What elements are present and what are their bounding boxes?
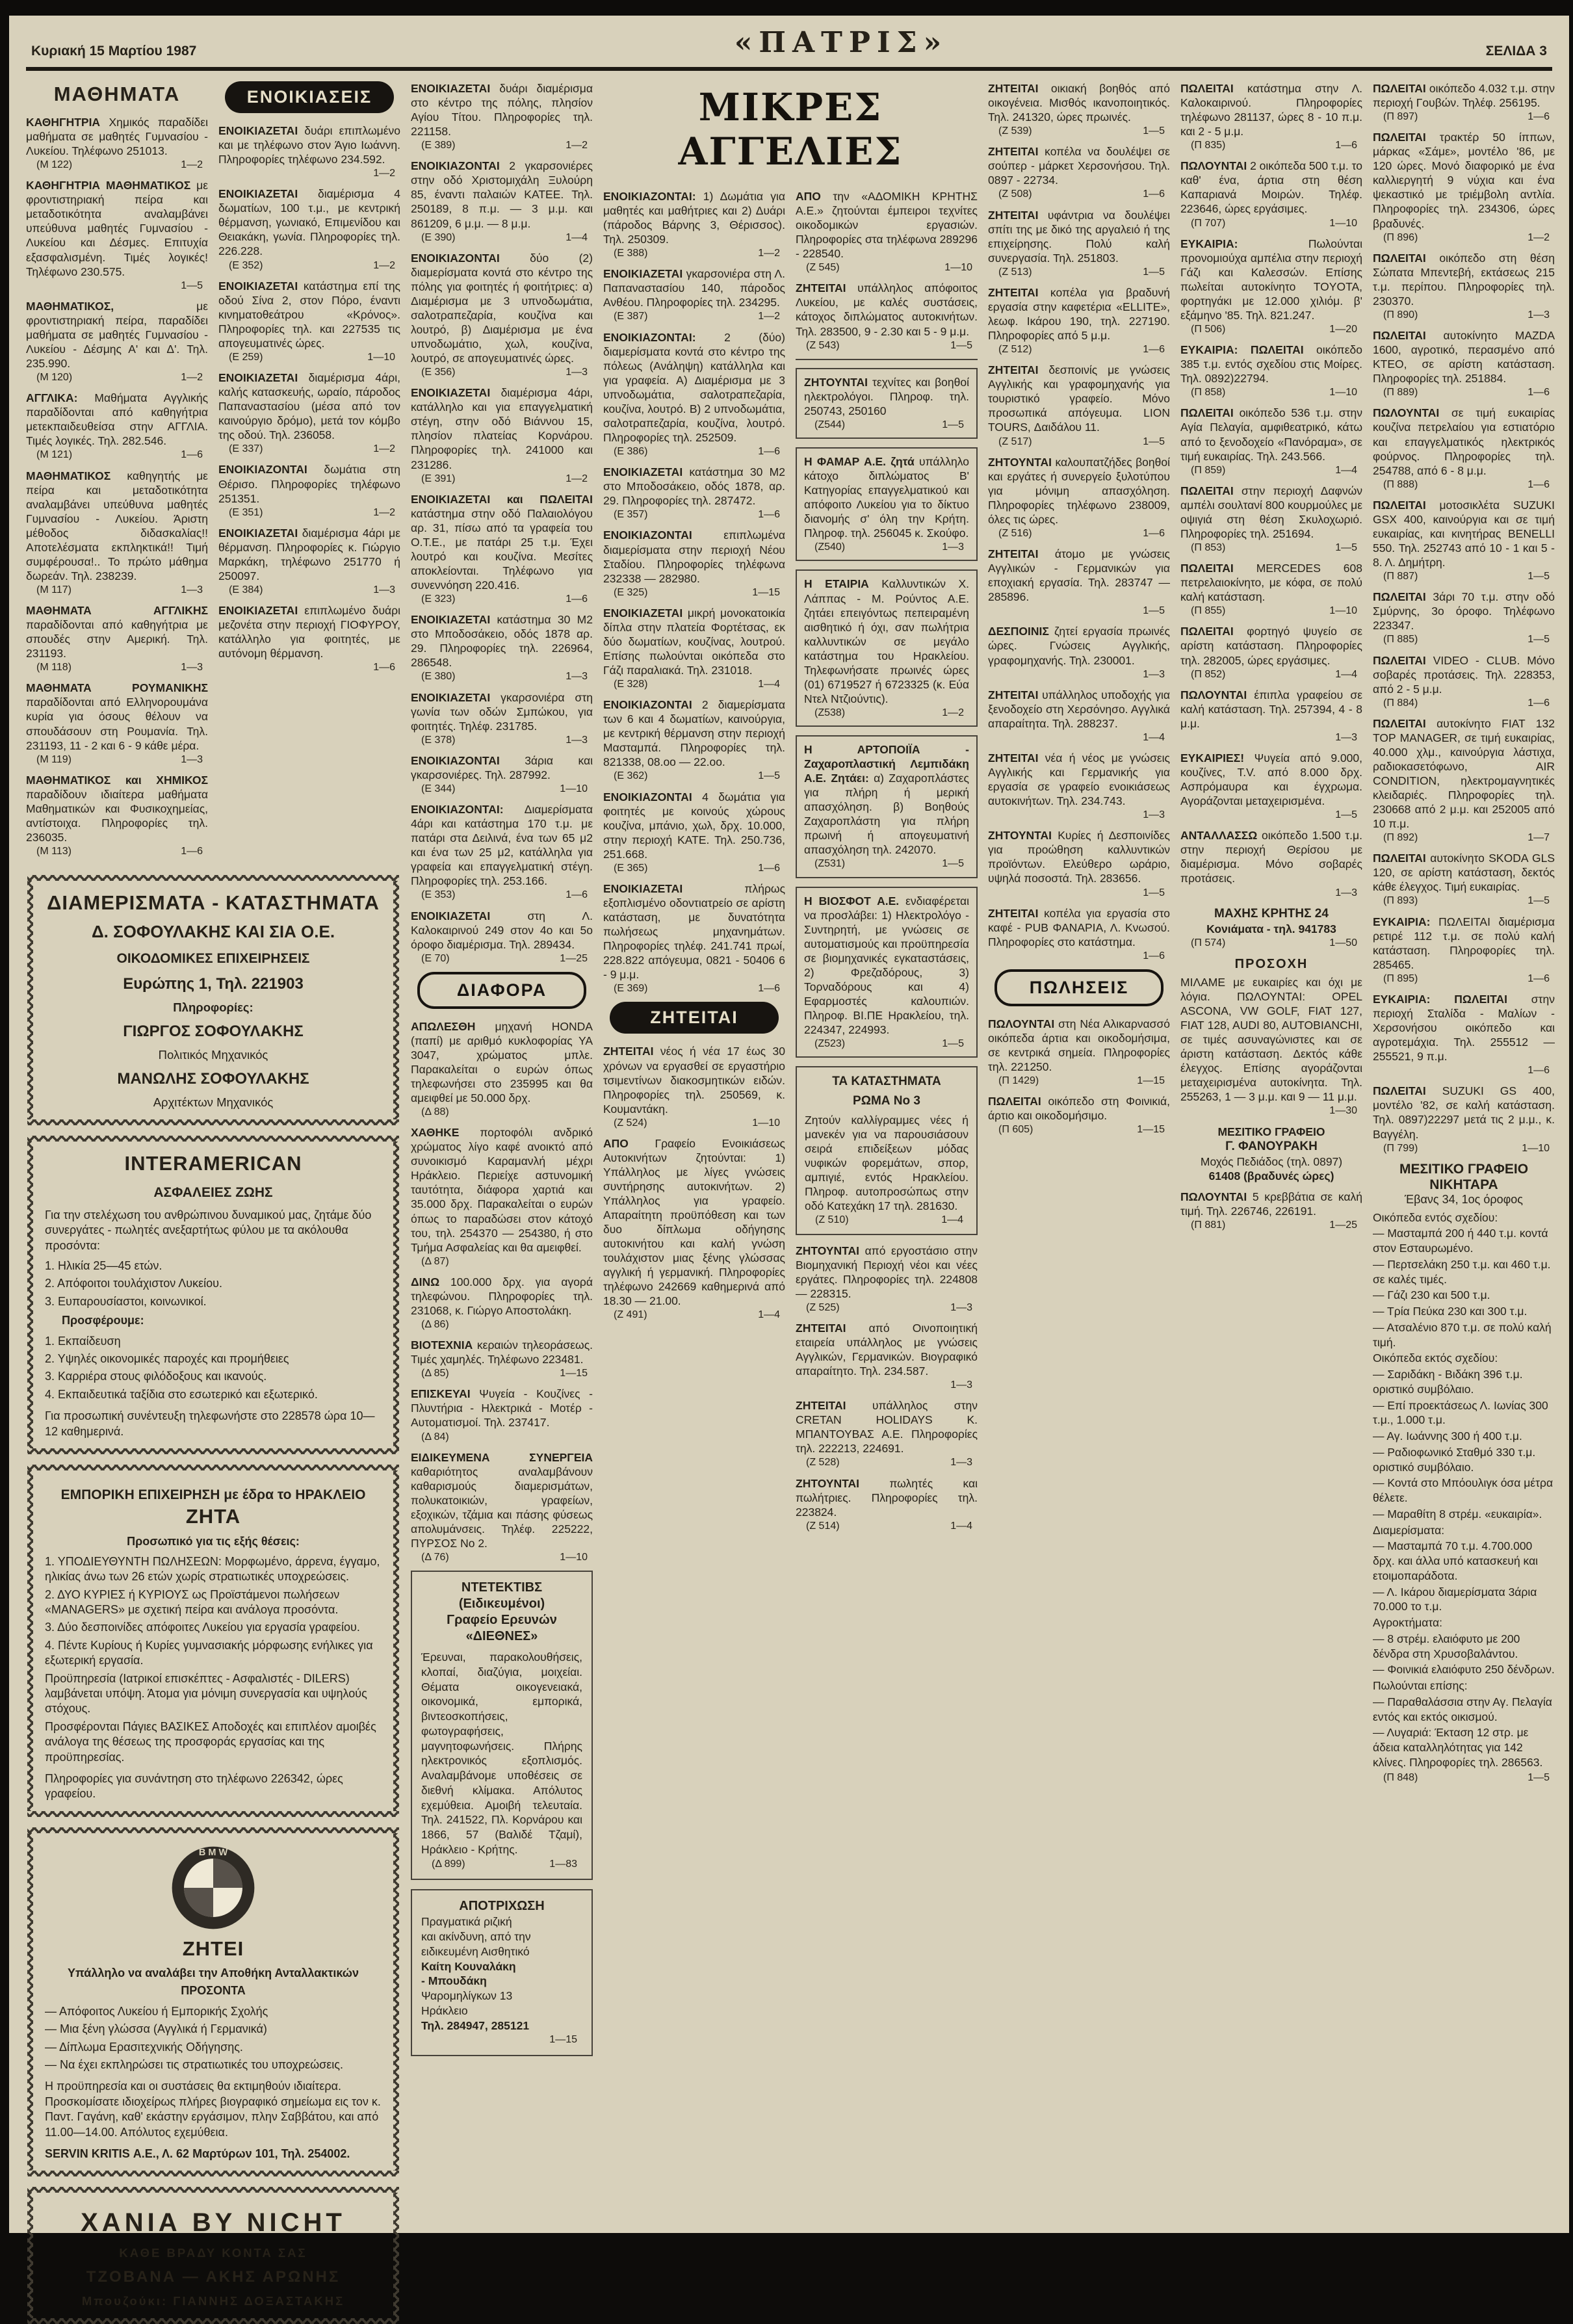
classified-ad: ΚΑΘΗΓΗΤΡΙΑ ΜΑΘΗΜΑΤΙΚΟΣ με φροντιστηριακή πείρα και μεταδοτικότητα αναλαμβάνει υπεύθυνα μαθητές Γυμνασίου - Λυκείου και Δέσμες. Επιτυχία εξασφαλισμένη. Τιμές λογικές! Τηλέφωνο 230.575. 1—5 — [26, 178, 208, 292]
ad-ref: (Μ 120) — [36, 372, 73, 384]
classified-ad: ΕΝΟΙΚΙΑΖΟΝΤΑΙ 2 γκαρσονιέρες στην οδό Χριστομιχάλη Ξυλούρη 85, έναντι παλαιών ΚΑΤΕΕ. Τηλ. 250189, 8 π.μ. — 3 μ.μ. και 861209, 6 μ.μ. — 8 μ.μ. (Ε 390) 1—4 — [411, 159, 593, 243]
classified-ad: ΕΥΚΑΙΡΙΑ: ΠΩΛΕΙΤΑΙ οικόπεδο 385 τ.μ. εντός σχεδίου στις Μοίρες. Τηλ. 0892)22794. (Π 858) 1—10 — [1180, 343, 1362, 398]
ad-run: 1—6 — [181, 449, 203, 461]
ad-ref: (Μ 117) — [36, 584, 72, 595]
page-header — [26, 20, 1552, 71]
classified-ad: ΠΩΛΕΙΤΑΙ οικόπεδο στη θέση Σώπατα Μπεντεβή, εκτάσεως 215 τ.μ. περίπου. Πληροφορίες τηλ. 230370. (Π 890) 1—3 — [1373, 251, 1555, 320]
column3-ads — [411, 81, 593, 965]
classified-ad: ΠΩΛΕΙΤΑΙ 3άρι 70 τ.μ. στην οδό Σμύρνης, 3ο όροφο. Τηλέφωνο 223347. (Π 885) 1—5 — [1373, 590, 1555, 646]
classified-ad: ΖΗΤΕΙΤΑΙ υπάλληλος υποδοχής για ξενοδοχείο στη Χερσόνησο. Αγγλικά απαραίτητα. Τηλ. 288237. 1—4 — [988, 688, 1170, 743]
diafora-ads — [411, 1019, 593, 1564]
classified-ad: ΕΝΟΙΚΙΑΖΕΤΑΙ γκαρσονιέρα στη γωνία των οδών Σμπώκου, για φοιτητές. Τηλέφ. 231785. (Ε 378) 1—3 — [411, 690, 593, 746]
classified-ad: ΠΩΛΕΙΤΑΙ μοτοσικλέτα SUZUKI GSX 400, καινούργια και σε τιμή ευκαιρίας, και κινητήρας BENELLI 550. Τηλ. 252743 από 10 - 1 και 5 - 8. Λ. Δημήτρη. (Π 887) 1—5 — [1373, 498, 1555, 582]
classified-ad: ΒΙΟΤΕΧΝΙΑ κεραιών τηλεοράσεως. Τιμές χαμηλές. Τηλέφωνο 223481. (Δ 85) 1—15 — [411, 1338, 593, 1379]
classified-ad: ΖΗΤΕΙΤΑΙ υπάλληλος στην CRETAN HOLIDAYS Κ. ΜΠΑΝΤΟΥΒΑΣ Α.Ε. Πληροφορίες τηλ. 222213, 224691. (Ζ 528) 1—3 — [796, 1399, 978, 1469]
classified-ad: ΕΝΟΙΚΙΑΖΕΤΑΙ και ΠΩΛΕΙΤΑΙ κατάστημα στην οδό Παλαιολόγου αρ. 31, πίσω από τα γραφεία του Ο.Τ.Ε., με πατάρι 25 τ.μ. Έχει λουτρό και κουζίνα. Μεσίτες αποκλείονται. Τηλέφωνο για συνεννόηση 220.416. (Ε 323) 1—6 — [411, 492, 593, 605]
column7-ads — [1180, 81, 1362, 900]
zitetai-ads — [603, 1044, 785, 1322]
masthead: «ΠΑΤΡΙΣ» — [734, 26, 948, 59]
classified-ad: ΠΩΛΟΥΝΤΑΙ στη Νέα Αλικαρνασσό οικόπεδα άρτια και οικοδομήσιμα, σε κεντρικά σημεία. Πληροφορίες τηλ. 221250. (Π 1429) 1—15 — [988, 1017, 1170, 1087]
classified-ad: ΜΑΘΗΜΑΤΙΚΟΣ και ΧΗΜΙΚΟΣ παραδίδουν ιδιαίτερα μαθήματα Μαθηματικών και Φυσικοχημείας, αντίστοιχα. Πληροφορίες τηλ. 236035. (Μ 113) 1—6 — [26, 773, 208, 858]
column-3 — [411, 81, 593, 2065]
section-pill-zitetai: ΖΗΤΕΙΤΑΙ — [610, 1002, 779, 1034]
bmw-logo-icon — [170, 1845, 256, 1931]
column-mathimata — [26, 81, 208, 865]
classified-ad: ΠΩΛΕΙΤΑΙ οικόπεδο 536 τ.μ. στην Αγία Πελαγία, αμφιθεατρικό, κάτω από το ξενοδοχείο «Πανόραμα», σε τιμή ευκαιρίας. Τηλ. 243.566. (Π 859) 1—4 — [1180, 406, 1362, 476]
classified-ad: ΠΩΛΕΙΤΑΙ MERCEDES 608 πετρελαιοκίνητο, με κόφα, σε πολύ καλή κατάσταση. (Π 855) 1—10 — [1180, 562, 1362, 617]
classified-ad: ΖΗΤΕΙΤΑΙ κοπέλα για βραδυνή εργασία στην καφετέρια «ELLITE», λεωφ. Ικάρου 190, τηλ. 227190. Πληροφορίες από 5 μ.μ. (Ζ 512) 1—6 — [988, 285, 1170, 356]
classified-ad: ΕΝΟΙΚΙΑΖΕΤΑΙ διαμέρισμα 4άρι με θέρμανση. Πληροφορίες κ. Γιώργιο Μαρκάκη, τηλέφωνο 251770 ή 250097. (Ε 384) 1—3 — [218, 526, 400, 595]
ad-maxis-kritis: ΜΑΧΗΣ ΚΡΗΤΗΣ 24 Κονιάματα - τηλ. 941783 (Π 574) 1—50 — [1191, 906, 1357, 948]
box-title: ΔΙΑΜΕΡΙΣΜΑΤΑ - ΚΑΤΑΣΤΗΜΑΤΑ — [47, 891, 380, 915]
ad-run: 1—3 — [181, 662, 203, 673]
classified-ad: ΜΑΘΗΜΑΤΑ ΑΓΓΛΙΚΗΣ παραδίδονται από καθηγήτρια με σπουδές στην Αμερική. Τηλ. 231193. (Μ 118) 1—3 — [26, 603, 208, 674]
ad-box-emporiki-epixeirisi: ΕΜΠΟΡΙΚΗ ΕΠΙΧΕΙΡΗΣΗ με έδρα το ΗΡΑΚΛΕΙΟ ΖΗΤΑ Προσωπικό για τις εξής θέσεις: 1. ΥΠΟΔΙΕΥΘΥΝΤΗ ΠΩΛΗΣΕΩΝ: Μορφωμένο, άρρενα, έγγαμο, ηλικίας άνω των 26 ετών χωρίς στρατιωτικές υποχρεώσεις. 2. ΔΥΟ ΚΥΡΙΕΣ ή ΚΥΡΙΟΥΣ ως Προϊστάμενοι πωλήσεων «MANAGERS» με σχετική πείρα και ανάλογα προσόντα. 3. Δύο δεσποινίδες απόφοιτες Λυκείου για εργασία γραφείου. 4. Πέντε Κυρίους ή Κυρίες γυμνασιακής μόρφωσης ενήλικες για εξωτερική εργασία. Προϋπηρεσία (Ιατρικοί επισκέπτες - Ασφαλιστές - DILERS) λαμβάνεται υπόψη. Άτομα για μόνιμη συνεργασία και υψηλούς στόχους. Προσφέρονται Πάγιες ΒΑΣΙΚΕΣ Αποδοχές και επιπλέον αμοιβές ανάλογα της θέσεως της προσφοράς εργασίας και της προϋπηρεσίας. Πληροφορίες για συνάντηση στο τηλέφωνο 226342, ώρες γραφείου. — [27, 1465, 399, 1817]
section-pill-enoikiaseis: ΕΝΟΙΚΙΑΣΕΙΣ — [225, 81, 394, 113]
columns — [26, 81, 1555, 2324]
classified-ad: ΕΝΟΙΚΙΑΖΕΤΑΙ κατάστημα επί της οδού Σίνα 2, στον Πόρο, έναντι κινηματοθεάτρου «Κρόνος». Πληροφορίες τηλ. και 227535 τις απογευματινές ώρες. (Ε 259) 1—10 — [218, 279, 400, 363]
classified-ad: ΖΗΤΟΥΝΤΑΙ Κυρίες ή Δεσποινίδες για προώθηση καλλυντικών προϊόντων. Ελεύθερο ωράριο, υψηλά ποσοστά. Τηλ. 283656. 1—5 — [988, 829, 1170, 898]
classified-ad: ΕΝΟΙΚΙΑΖΕΤΑΙ γκαρσονιέρα στη Λ. Παπαναστασίου 140, πάροδος Ανθέου. Πληροφορίες τηλ. 234295. (Ε 387) 1—2 — [603, 267, 785, 322]
classified-ad: ΕΝΟΙΚΙΑΖΟΝΤΑΙ 4 δωμάτια για φοιτητές με κοινούς χώρους κουζίνα, μπάνιο, χωλ, δρχ. 10.000, στην περιοχή ΚΑΤΕ. Τηλ. 250.736, 251.668. (Ε 365) 1—6 — [603, 790, 785, 874]
classified-ad: ΕΝΟΙΚΙΑΖΟΝΤΑΙ 2 διαμερίσματα των 6 και 4 δωματίων, καινούργια, με κεντρική θέρμανση στην περιοχή Μασταμπά. Πληροφορίες τηλ. 821338, 08.οο — 22.οο. (Ε 362) 1—5 — [603, 698, 785, 782]
column-group-4-5 — [603, 81, 978, 1539]
ad-box-detectives: ΝΤΕΤΕΚΤΙΒΣ (Ειδικευμένοι) Γραφείο Ερευνών «ΔΙΕΘΝΕΣ» Έρευναι, παρακολουθήσεις, κλοπαί, διαζύγια, μοιχείαι. Θέματα οικογενειακά, οικονομικά, εμπορικά, βιντεοσκοπήσεις, φωτογραφήσεις, μαγνητοφωνήσεις. Πλήρης ηλεκτρονικός εξοπλισμός. Αναλαμβάνομε υποθέσεις σε διεθνή κλίμακα. Απόλυτος εχεμύθεια. Αμοιβή τελευταία. Τηλ. 241522, Πλ. Κορνάρου και 1866, 57 (Βαλιδέ Τζαμί), Ηράκλειο - Κρήτης. (Δ 899) 1—83 — [411, 1571, 593, 1880]
column5-ads — [796, 189, 978, 352]
ad-mesitiko-nikitara: ΜΕΣΙΤΙΚΟ ΓΡΑΦΕΙΟ ΝΙΚΗΤΑΡΑ Έβανς 34, 1ος όροφος Οικόπεδα εντός σχεδίου: — Μασταμπά 200 ή 440 τ.μ. κοντά στον Εσταυρωμένο. — Περτσελάκη 250 τ.μ. και 460 τ.μ. σε καλές τιμές. — Γάζι 230 και 500 τ.μ. — Τρία Πεύκα 230 και 300 τ.μ. — Ατσαλένιο 870 τ.μ. σε πολύ καλή τιμή. Οικόπεδα εκτός σχεδίου: — Σαριδάκη - Βιδάκη 396 τ.μ. οριστικό συμβόλαιο. — Επί προεκτάσεως Λ. Ιωνίας 300 τ.μ., 1.000 τ.μ. — Αγ. Ιωάννης 300 ή 400 τ.μ. — Ραδιοφωνικό Σταθμό 330 τ.μ. οριστικό συμβόλαιο. — Κοντά στο Μπόουλιγκ όσα μέτρα θέλετε. — Μαραθίτη 8 στρέμ. «ευκαιρία». Διαμερίσματα: — Μασταμπά 70 τ.μ. 4.700.000 δρχ. και άλλα υπό κατασκευή και ετοιμοπαράδοτα. — Λ. Ικάρου διαμερίσματα 3άρια 70.000 το τ.μ. Αγροκτήματα: — 8 στρέμ. ελαιόφυτο με 200 δένδρα στη Χρυσοβαλάντου. — Φοινικιά ελαιόφυτο 250 δένδρων. Πωλούνται επίσης: — Παραθαλάσσια στην Αγ. Πελαγία εντός και εκτός οικισμού. — Λυγαριά: Έκταση 12 στρ. με άδεια καταλληλότητας για 142 κλίνες. Πληροφορίες τηλ. 286563. (Π 848) 1—5 — [1373, 1161, 1555, 1783]
classified-ad: ΖΗΤΟΥΝΤΑΙ πωλητές και πωλήτριες. Πληροφορίες τηλ. 223824. (Ζ 514) 1—4 — [796, 1476, 978, 1532]
classified-ad: ΕΝΟΙΚΙΑΖΟΝΤΑΙ 3άρια και γκαρσονιέρες. Τηλ. 287992. (Ε 344) 1—10 — [411, 753, 593, 794]
listing-lines: Οικόπεδα εντός σχεδίου: — Μασταμπά 200 ή 440 τ.μ. κοντά στον Εσταυρωμένο. — Περτσελάκη 250 τ.μ. και 460 τ.μ. σε καλές τιμές. — Γάζι 230 και 500 τ.μ. — Τρία Πεύκα 230 και 300 τ.μ. — Ατσαλένιο 870 τ.μ. σε πολύ καλή τιμή. Οικόπεδα εκτός σχεδίου: — Σαριδάκη - Βιδάκη 396 τ.μ. οριστικό συμβόλαιο. — Επί προεκτάσεως Λ. Ιωνίας 300 τ.μ., 1.000 τ.μ. — Αγ. Ιωάννης 300 ή 400 τ.μ. — Ραδιοφωνικό Σταθμό 330 τ.μ. οριστικό συμβόλαιο. — Κοντά στο Μπόουλιγκ όσα μέτρα θέλετε. — Μαραθίτη 8 στρέμ. «ευκαιρία». Διαμερίσματα: — Μασταμπά 70 τ.μ. 4.700.000 δρχ. και άλλα υπό κατασκευή και ετοιμοπαράδοτα. — Λ. Ικάρου διαμερίσματα 3άρια 70.000 το τ.μ. Αγροκτήματα: — 8 στρέμ. ελαιόφυτο με 200 δένδρα στη Χρυσοβαλάντου. — Φοινικιά ελαιόφυτο 250 δένδρων. Πωλούνται επίσης: — Παραθαλάσσια στην Αγ. Πελαγία εντός και εκτός οικισμού. — Λυγαριά: Έκταση 12 στρ. με άδεια καταλληλότητας για 142 κλίνες. Πληροφορίες τηλ. 286563. — [1373, 1210, 1555, 1769]
ad-box-interamerican: INTERAMERICAN ΑΣΦΑΛΕΙΕΣ ΖΩΗΣ Για την στελέχωση του ανθρώπινου δυναμικού μας, ζητάμε δύο συνεργάτες - πωλητές ανεξαρτήτως φύλου με τα ακόλουθα προσόντα: 1. Ηλικία 25—45 ετών. 2. Απόφοιτοι τουλάχιστον Λυκείου. 3. Ευπαρουσίαστοι, κοινωνικοί. Προσφέρουμε: 1. Εκπαίδευση 2. Υψηλές οικονομικές παροχές και προμήθειες 3. Καρριέρα στους φιλόδοξους και ικανούς. 4. Εκπαιδευτικά ταξίδια στο εσωτερικό και εξωτερικό. Για προσωπική συνέντευξη τηλεφωνήστε στο 228578 ώρα 10—12 καθημερινά. — [27, 1136, 399, 1454]
ad-run: 1—6 — [181, 846, 203, 857]
classified-ad: ΑΠΩΛΕΣΘΗ μηχανή HONDA (παπί) με αριθμό κυκλοφορίας ΥΑ 3047, χρώματος μπλε. Παρακαλείται ο ευρών όπως τηλεφωνήσει στο 235995 και θα αμειφθεί με 50.000 δρχ. (Δ 88) — [411, 1019, 593, 1118]
ad-prosoxi-milame: ΠΡΟΣΟΧΗ ΜΙΛΑΜΕ με ευκαιρίες και όχι με λόγια. ΠΩΛΟΥΝΤΑΙ: OPEL ASCONA, VW GOLF, FIAT 127, FIAT 128, AUDI 80, AUTOBIANCHI, σε τιμές ασυναγώνιστες και σε άριστη κατάσταση. Δεκτός κάθε έλεγχος. Επίσης αγοράζονται μεταχειρισμένα αυτοκίνητα. Τηλ. 255263, 1 — 3 μ.μ. και 9 — 11 μ.μ. 1—30 — [1180, 956, 1362, 1117]
classified-ad: ΖΗΤΕΙΤΑΙ υφάντρια να δουλέψει σπίτι της με δικό της αργαλειό ή της επιχείρησης. Πολύ καλή συνεργασία. Τηλ. 251803. (Ζ 513) 1—5 — [988, 208, 1170, 278]
ad-ref: (Μ 118) — [36, 662, 72, 673]
classified-ad: ΕΝΟΙΚΙΑΖΕΤΑΙ δυάρι επιπλωμένο και με τηλέφωνο στον Άγιο Ιωάννη. Πληροφορίες τηλέφωνο 234.592. 1—2 — [218, 124, 400, 179]
classified-ad: ΕΠΙΣΚΕΥΑΙ Ψυγεία - Κουζίνες - Πλυντήρια - Ηλεκτρικά - Μοτέρ - Αυτοματισμοί. Τηλ. 237417. (Δ 84) — [411, 1387, 593, 1443]
classified-ad: ΖΗΤΕΙΤΑΙ άτομο με γνώσεις Αγγλικών - Γερμανικών για εποχιακή εργασία. Τηλ. 283747 — 285896. 1—5 — [988, 547, 1170, 617]
classified-ad: ΕΝΟΙΚΙΑΖΕΤΑΙ διαμέρισμα 4άρι, κατάλληλο και για επαγγελματική στέγη, στην οδό Βιάννου 15, πλησίον πλατείας Κορνάρου. Πληροφορίες τηλ. 241000 και 231286. (Ε 391) 1—2 — [411, 386, 593, 484]
classified-ad: ΕΝΟΙΚΙΑΖΕΤΑΙ επιπλωμένο δυάρι μεζονέτα στην περιοχή ΓΙΟΦΥΡΟΥ, κατάλληλο για φοιτητές, με αυτόνομη θέρμανση. 1—6 — [218, 604, 400, 673]
mathimata-ads — [26, 115, 208, 858]
classified-ad: ΖΗΤΟΥΝΤΑΙ τεχνίτες και βοηθοί ηλεκτρολόγοι. Πληροφ. τηλ. 250743, 250160 (Ζ544) 1—5 — [796, 368, 978, 439]
column5-tail-ads — [796, 1244, 978, 1533]
classified-ad: ΜΑΘΗΜΑΤΑ ΡΟΥΜΑΝΙΚΗΣ παραδίδονται από Ελληνορουμάνα κυρία για όσους θέλουν να σπουδάσουν στη Ρουμανία. Τηλ. 231193, 11 - 2 και 6 - 9 κάθε μέρα. (Μ 119) 1—3 — [26, 681, 208, 766]
classified-ad: ΠΩΛΕΙΤΑΙ οικόπεδο 4.032 τ.μ. στην περιοχή Γουβών. Τηλέφ. 256195. (Π 897) 1—6 — [1373, 82, 1555, 123]
classified-ad: ΠΩΛΕΙΤΑΙ αυτοκίνητο SKODA GLS 120, σε αρίστη κατάσταση, δεκτός κάθε έλεγχος. Τιμή ευκαιρίας. (Π 893) 1—5 — [1373, 852, 1555, 907]
column6-ads — [988, 81, 1170, 963]
classified-ad: ΕΝΟΙΚΙΑΖΕΤΑΙ πλήρως εξοπλισμένο οδοντιατρείο σε αρίστη κατάσταση, με δυνατότητα πωλήσεως μηχανημάτων. Πληροφορίες τηλέφ. 241.741 πρωί, 228.822 απόγευμα, 0821 - 50406 6 - 9 μ.μ. (Ε 369) 1—6 — [603, 881, 785, 995]
column-7 — [1180, 81, 1362, 1238]
classified-ad: ΜΑΘΗΜΑΤΙΚΟΣ καθηγητής με πείρα και μεταδοτικότητα αναλαμβάνει υπεύθυνα μαθητές Γυμνασίου - Λυκείου. Άριστη μέθοδος διδασκαλίας!! Αποτελέσματα εκπληκτικά!! Τιμή συμφέρουσα!.. Το πρώτο μάθημα δωρεάν. Τηλ. 238239. (Μ 117) 1—3 — [26, 469, 208, 597]
classified-ad: ΠΩΛΕΙΤΑΙ αυτοκίνητο FIAT 132 TOP MANAGER, σε τιμή ευκαιρίας, 40.000 χλμ., καινούργια λάστιχα, ραδιοκασετόφωνο, AIR CONDITION, ηλεκτρομαγνητικές κλειδαριές. Πληροφορίες τηλ. 230668 από 2 μ.μ. και 252005 από 10 π.μ. (Π 892) 1—7 — [1373, 716, 1555, 844]
headline-mikres-aggelies: ΜΙΚΡΕΣ ΑΓΓΕΛΙΕΣ — [678, 85, 903, 174]
classified-ad: ΖΗΤΟΥΝΤΑΙ από εργοστάσιο στην Βιομηχανική Περιοχή νέοι και νέες εργάτες. Πληροφορίες τηλ. 224808 — 228315. (Ζ 525) 1—3 — [796, 1244, 978, 1313]
classified-ad: ΑΝΤΑΛΛΑΣΣΩ οικόπεδο 1.500 τ.μ. στην περιοχή Θερίσου με διαμέρισμα. Μόνο σοβαρές προτάσεις. 1—3 — [1180, 829, 1362, 898]
classified-ad: ΕΝΟΙΚΙΑΖΟΝΤΑΙ: 1) Δωμάτια για μαθητές και μαθήτριες και 2) Δυάρι (πάροδος Βάρνης 3, Θέρισσος). Τηλ. 250309. (Ε 388) 1—2 — [603, 190, 785, 259]
venue-title: ΧΑΝΙΑ BY NICHT — [81, 2208, 346, 2238]
ad-box-apotrixosi: ΑΠΟΤΡΙΧΩΣΗ Πραγματικά ριζική και ακίνδυνη, από την ειδικευμένη Αισθητικό Καίτη Κουναλάκη - Μπουδάκη Ψαρομηλίγκων 13 Ηράκλειο Τηλ. 284947, 285121 1—15 — [411, 1889, 593, 2056]
classified-ad: ΠΩΛΕΙΤΑΙ φορτηγό ψυγείο σε αρίστη κατάσταση. Πληροφορίες τηλ. 282005, ώρες εργάσιμες. (Π 852) 1—4 — [1180, 625, 1362, 680]
classified-ad: ΚΑΘΗΓΗΤΡΙΑ Χημικός παραδίδει μαθήματα σε μαθητές Γυμνασίου - Λυκείου. Τηλέφωνο 251013. (Μ 122) 1—2 — [26, 115, 208, 172]
ad-box-roma: ΤΑ ΚΑΤΑΣΤΗΜΑΤΑ ΡΩΜΑ Νο 3 Ζητούν καλλίγραμμες νέες ή μανεκέν για να παρουσιάσουν σειρά επιδείξεων μόδας νυφικών φορεμάτων, σπορ, αμπιγιέ, εντός Ηρακλείου. Πληροφ. αυτοπροσώπως στην οδό Κατεχάκη 17 τηλ. 281630. (Ζ 510) 1—4 — [796, 1066, 978, 1234]
ad-ref: (Μ 119) — [36, 753, 72, 765]
column-enoikiaseis — [218, 81, 400, 681]
contact-name: ΜΑΝΩΛΗΣ ΣΟΦΟΥΛΑΚΗΣ — [117, 1070, 309, 1088]
classified-ad: ΑΠΟ Γραφείο Ενοικιάσεως Αυτοκινήτων ζητούνται: 1) Υπάλληλος με λίγες γνώσεις συντήρησης αυτοκινήτων. 2) Υπάλληλος για γραφείο. Απαραίτητη προϋπόθεση και των δυο δίπλωμα οδήγησης αυτοκινήτου και καλή γνώση τουλάχιστον μιας ξένης γλώσσας αγγλική ή γερμανική. Πληροφορίες τηλέφωνο 242669 καθημερινά από 18.30 — 21.00. (Ζ 491) 1—4 — [603, 1136, 785, 1321]
classified-ad: ΕΙΔΙΚΕΥΜΕΝΑ ΣΥΝΕΡΓΕΙΑ καθαριότητος αναλαμβάνουν καθαρισμούς διαμερισμάτων, πολυκατοικιών, γραφείων, εξοχικών, τζάμια και πάσης φύσεως απολυμάνσεις. Τηλέφ. 225222, ΠΥΡΣΟΣ Νο 2. (Δ 76) 1—10 — [411, 1450, 593, 1563]
section-title-mathimata: ΜΑΘΗΜΑΤΑ — [53, 83, 181, 105]
classified-ad: ΑΠΟ την «ΑΔΟΜΙΚΗ ΚΡΗΤΗΣ Α.Ε.» ζητούνται έμπειροι τεχνίτες οικοδομικών εργασιών. Πληροφορίες στα τηλέφωνα 289296 - 228540. (Ζ 545) 1—10 — [796, 190, 978, 274]
classified-ad: ΕΝΟΙΚΙΑΖΕΤΑΙ διαμέρισμα 4άρι, καλής κατασκευής, ωραίο, πάροδος Παπαναστασίου (μέσα από τον καινούργιο δρόμο), μετά τον κόμβο της οδού. Τηλ. 236058. (Ε 337) 1—2 — [218, 371, 400, 455]
box-title: INTERAMERICAN — [124, 1152, 302, 1175]
classified-ad: ΕΥΚΑΙΡΙΑ: ΠΩΛΕΙΤΑΙ διαμέρισμα ρετιρέ 112 τ.μ. σε πολύ καλή κατάσταση. Πληροφορίες τηλ. 285465. (Π 895) 1—6 — [1373, 915, 1555, 984]
classified-ad: ΧΑΘΗΚΕ πορτοφόλι ανδρικό χρώματος λίγο καφέ ανοικτό από συνοικισμό Καραμανλή μέχρι Ηράκλειο. Περιείχε αστυνομική ταυτότητα, διάφορα χαρτιά και 35.000 δρχ. Παρακαλείται ο ευρών όπως το παραδώσει στον κάτοχό του, τηλ. 254370 — 254380, ή στο Τμήμα Ασφαλείας και θα αμειφθεί. (Δ 87) — [411, 1126, 593, 1267]
classified-ad: ΠΩΛΕΙΤΑΙ στην περιοχή Δαφνών αμπέλι σουλτανί 800 κουρμούλες με οψιγιά στη θέση Σκυλοχωριό. Πληροφορίες τηλ. 251694. (Π 853) 1—5 — [1180, 484, 1362, 553]
column8-ads — [1373, 81, 1555, 1155]
zigzag-border — [27, 875, 399, 881]
ad-run: 1—5 — [181, 280, 203, 291]
classified-ad: ΕΝΟΙΚΙΑΖΟΝΤΑΙ: Διαμερίσματα 4άρι και κατάστημα 170 τ.μ. με πατάρι στα Δειλινά, ένα των 65 μ2 και ένα των 25 μ2, κατάλληλα για γραφεία και επαγγελματική στέγη. Πληροφορίες τηλ. 253.166. (Ε 353) 1—6 — [411, 803, 593, 901]
ad-run: 1—3 — [181, 584, 203, 595]
classified-ad: ΕΝΟΙΚΙΑΖΟΝΤΑΙ: 2 (δύο) διαμερίσματα κοντά στο κέντρο της πόλεως (Ανάληψη) κατάλληλα και για γραφεία. Α) Διαμέρισμα με 3 υπνοδωμάτια, σαλοτραπεζαρία, κουζίνα, λουτρό. Β) 2 υπνοδωμάτια, σαλοτραπεζαρία, κουζίνα, λουτρό. Πληροφορίες τηλ. 252509. (Ε 386) 1—6 — [603, 330, 785, 458]
classified-ad: ΠΩΛΟΥΝΤΑΙ 2 οικόπεδα 500 τ.μ. το καθ' ένα, άρτια στη θέση Καπαριανά Μοιρών. Τηλέφ. 223646, ώρες εργάσιμες. (Π 707) 1—10 — [1180, 159, 1362, 229]
classified-ad: ΕΝΟΙΚΙΑΖΟΝΤΑΙ επιπλωμένα διαμερίσματα στην περιοχή Νέου Σταδίου. Πληροφορίες τηλέφωνα 232338 — 282980. (Ε 325) 1—15 — [603, 529, 785, 598]
column-4 — [603, 189, 785, 1329]
classified-ad: ΕΝΟΙΚΙΑΖΕΤΑΙ δυάρι διαμέρισμα στο κέντρο της πόλης, πλησίον Αγίου Τίτου. Πληροφορίες τηλ. 221158. (Ε 389) 1—2 — [411, 82, 593, 151]
classified-ad: Η ΦΑΜΑΡ Α.Ε. ζητά υπάλληλο κάτοχο διπλώματος Β' Κατηγορίας επαγγελματικού και απόφοιτο Λυκείου για το δίκτυο διανομής σ' όλη την Κρήτη. Πληροφ. τηλ. 256045 κ. Σκούφο. (Ζ540) 1—3 — [796, 447, 978, 561]
classified-ad: ΕΝΟΙΚΙΑΖΕΤΑΙ μικρή μονοκατοικία δίπλα στην πλατεία Φορτέτσας, εκ δύο δωματίων, κουζίνας, λουτρού. Επίσης πωλούνται οικόπεδα στο Γάζι παραλιακά. Τηλ. 231018. (Ε 328) 1—4 — [603, 606, 785, 690]
ad-run: 1—2 — [181, 372, 203, 384]
classified-ad: ΕΝΟΙΚΙΑΖΕΤΑΙ στη Λ. Καλοκαιρινού 249 στον 4ο και 5ο όροφο διαμέρισμα. Τηλ. 289434. (Ε 70) 1—25 — [411, 909, 593, 964]
column-group-1-2 — [26, 81, 400, 2324]
ad-box-bmw: B M W ΖΗΤΕΙ Υπάλληλο να αναλάβει την Αποθήκη Ανταλλακτικών ΠΡΟΣΟΝΤΑ — Απόφοιτος Λυκείου ή Εμπορικής Σχολής — Μια ξένη γλώσσα (Αγγλικά ή Γερμανικά) — Δίπλωμα Ερασιτεχνικής Οδήγησης. — Να έχει εκπληρώσει τις στρατιωτικές του υποχρεώσεις. Η προϋπηρεσία και οι συστάσεις θα εκτιμηθούν ιδιαίτερα. Προσκομίσατε ιδιοχείρως πλήρες βιογραφικό σημείωμα εις τον κ. Παντ. Γαγάνη, καθ' εκάστην εργάσιμον, πλην Σαββάτου, και από 11.00—14.00. Απόλυτος εχεμύθεια. SERVIN KRITIS Α.Ε., Λ. 62 Μαρτύρων 101, Τηλ. 254002. — [27, 1827, 399, 2177]
classified-ad: ΖΗΤΕΙΤΑΙ νέος ή νέα 17 έως 30 χρόνων να εργασθεί σε εργαστήριο τσιμεντίνων διακοσμητικών ειδών. Πληροφορίες τηλ. 250569, κ. Κουμαντάκη. (Ζ 524) 1—10 — [603, 1045, 785, 1129]
classified-ad: ΠΩΛΕΙΤΑΙ κατάστημα στην Λ. Καλοκαιρινού. Πληροφορίες τηλέφωνο 281137, ώρες 8 - 10 π.μ. και 2 - 5 μ.μ. (Π 835) 1—6 — [1180, 82, 1362, 151]
classified-ad: ΔΙΝΩ 100.000 δρχ. για αγορά τηλεφώνου. Πληροφορίες τηλ. 231068, κ. Γιώργο Αποστολάκη. (Δ 86) — [411, 1275, 593, 1330]
page-number: ΣΕΛΙΔΑ 3 — [1485, 44, 1547, 59]
enoikiaseis-ads — [218, 124, 400, 674]
classified-ad: ΔΕΣΠΟΙΝΙΣ ζητεί εργασία πρωινές ώρες. Γνώσεις Αγγλικής, γραφομηχανής. Τηλ. 230001. 1—3 — [988, 625, 1170, 680]
classified-ad: ΖΗΤΕΙΤΑΙ οικιακή βοηθός από οικογένεια. Μισθός ικανοποιητικός. Τηλ. 241320, ώρες πρωινές. (Ζ 539) 1—5 — [988, 82, 1170, 137]
classified-ad: ΖΗΤΟΥΝΤΑΙ καλουπατζήδες βοηθοί και εργάτες ή συνεργείο ξυλοτύπου για μόνιμη απασχόληση. Πληροφορίες τηλέφωνο 238009, όλες τις ώρες. (Ζ 516) 1—6 — [988, 455, 1170, 539]
classified-ad: ΕΥΚΑΙΡΙΕΣ! Ψυγεία από 9.000, κουζίνες, T.V. από 8.000 δρχ. Ασπρόμαυρα και έγχρωμα. Αγοράζονται μεταχειρισμένα. 1—5 — [1180, 751, 1362, 821]
classified-ad: ΕΝΟΙΚΙΑΖΟΝΤΑΙ δύο (2) διαμερίσματα κοντά στο κέντρο της πόλης για φοιτητές ή φοιτήτριες: α) Διαμέρισμα με 3 υπνοδωμάτια, σαλοτραπεζαρία, κουζίνα και λουτρό, β) Διαμέρισμα με ένα υπνοδωμάτιο, χωλ, κουζίνα, λουτρό, σε απογευματινές ώρες. (Ε 356) 1—3 — [411, 251, 593, 378]
page-date: Κυριακή 15 Μαρτίου 1987 — [31, 44, 197, 59]
column-8 — [1373, 81, 1555, 1784]
classified-ad: Η ΒΙΟΣΦΟΤ Α.Ε. ενδιαφέρεται να προσλάβει: 1) Ηλεκτρολόγο - Συντηρητή, με γνώσεις σε αυτοματισμούς και προϋπηρεσία σε βιομηχανικές εγκαταστάσεις, 2) Φρεζαδόρους, 3) Τορναδόρους και 4) Εφαρμοστές καλουπιών. Πληροφ. ΒΙ.ΠΕ Ηρακλείου, τηλ. 224347, 224993. (Ζ523) 1—5 — [796, 887, 978, 1058]
ad-run: 1—3 — [181, 753, 203, 765]
classified-ad: ΠΩΛΕΙΤΑΙ οικόπεδο στη Φοινικιά, άρτιο και οικοδομήσιμο. (Π 605) 1—15 — [988, 1095, 1170, 1136]
classified-ad: ΠΩΛΟΥΝΤΑΙ σε τιμή ευκαιρίας κουζίνα πετρελαίου για εστιατόριο και επαγγελματικός ηλεκτρικός φούρνος. Πληροφορίες τηλ. 254788, από 6 - 8 μ.μ. (Π 888) 1—6 — [1373, 406, 1555, 490]
classified-ad: Η ΑΡΤΟΠΟΙΪΑ - Ζαχαροπλαστική Λεμπιδάκη Α.Ε. Ζητάει: α) Ζαχαροπλάστες για πλήρη ή μερική απασχόληση. β) Βοηθούς Ζαχαροπλάστη για πλήρη πρωινή ή απογευματινή απασχόληση τηλ. 242070. (Ζ531) 1—5 — [796, 735, 978, 878]
classified-ad: ΕΝΟΙΚΙΑΖΕΤΑΙ διαμέρισμα 4 δωματίων, 100 τ.μ., με κεντρική θέρμανση, γωνιακό, Επιμενίδου και Θειακάκη, γωνία. Πληροφορίες τηλ. 226.228. (Ε 352) 1—2 — [218, 187, 400, 271]
svg-text:B M W: B M W — [198, 1847, 228, 1858]
classified-ad: ΕΝΟΙΚΙΑΖΕΤΑΙ κατάστημα 30 Μ2 στο Μποδοσάκειο, οδός 1878 αρ. 29. Πληροφορίες τηλ. 226964, 286548. (Ε 380) 1—3 — [411, 613, 593, 683]
classified-ad: ΖΗΤΕΙΤΑΙ κοπέλα να δουλέψει σε σούπερ - μάρκετ Χερσονήσου. Τηλ. 0897 - 22734. (Ζ 508) 1—6 — [988, 145, 1170, 200]
ad-box-sofoulakis: ΔΙΑΜΕΡΙΣΜΑΤΑ - ΚΑΤΑΣΤΗΜΑΤΑ Δ. ΣΟΦΟΥΛΑΚΗΣ ΚΑΙ ΣΙΑ Ο.Ε. ΟΙΚΟΔΟΜΙΚΕΣ ΕΠΙΧΕΙΡΗΣΕΙΣ Ευρώπης 1, Τηλ. 221903 Πληροφορίες: ΓΙΩΡΓΟΣ ΣΟΦΟΥΛΑΚΗΣ Πολιτικός Μηχανικός ΜΑΝΩΛΗΣ ΣΟΦΟΥΛΑΚΗΣ Αρχιτέκτων Μηχανικός — [27, 875, 399, 1125]
classified-ad: ΖΗΤΕΙΤΑΙ δεσποινίς με γνώσεις Αγγλικής και γραφομηχανής για τουριστικό γραφείο. Μόνο προσωπικά απόγευμα. LION TOURS, Δαιδάλου 11. (Ζ 517) 1—5 — [988, 363, 1170, 447]
poliseis-ads — [988, 1017, 1170, 1137]
classified-ad: ΕΥΚΑΙΡΙΑ: ΠΩΛΕΙΤΑΙ στην περιοχή Σταλίδα - Μαλίων - Χερσονήσου οικόπεδο και αγροτεμάχια. Τηλ. 255512 — 255521, 9 π.μ. 1—6 — [1373, 992, 1555, 1077]
contact-name: ΓΙΩΡΓΟΣ ΣΟΦΟΥΛΑΚΗΣ — [123, 1022, 304, 1040]
classified-ad: ΑΓΓΛΙΚΑ: Μαθήματα Αγγλικής παραδίδονται από καθηγήτρια μετεκπαιδευθείσα στην ΑΓΓΛΙΑ. Τιμές λογικές. Τηλ. 282.546. (Μ 121) 1—6 — [26, 391, 208, 462]
box-title: ΕΜΠΟΡΙΚΗ ΕΠΙΧΕΙΡΗΣΗ με έδρα το ΗΡΑΚΛΕΙΟ — [60, 1487, 366, 1502]
classified-ad: ΕΝΟΙΚΙΑΖΟΝΤΑΙ δωμάτια στη Θέρισο. Πληροφορίες τηλέφωνο 251351. (Ε 351) 1—2 — [218, 463, 400, 518]
classified-ad: ΠΩΛΕΙΤΑΙ VIDEO - CLUB. Μόνο σοβαρές προτάσεις. Τηλ. 228353, από 2 - 5 μ.μ. (Π 884) 1—6 — [1373, 653, 1555, 709]
section-pill-diafora: ΔΙΑΦΟΡΑ — [417, 972, 586, 1009]
column-6 — [988, 81, 1170, 1143]
classified-ad: Η ΕΤΑΙΡΙΑ Καλλυντικών Χ. Λάππας - Μ. Ρούντος Α.Ε. ζητάει επειγόντως πεπειραμένη αισθητικό ή όχι, σαν πωλήτρια καλλυντικών σε μεγάλο κατάστημα του Ηρακλείου. Τηλεφωνήσατε πρωινές ώρες (01) 6719527 ή 6723325 (κ. Εύα Ντελ Ντζιούντις). (Ζ538) 1—2 — [796, 569, 978, 727]
column4-ads — [603, 189, 785, 995]
divider — [796, 359, 978, 360]
section-pill-poliseis: ΠΩΛΗΣΕΙΣ — [994, 969, 1164, 1006]
ad-ref: (Μ 122) — [36, 159, 73, 171]
classified-ad: ΠΩΛΕΙΤΑΙ αυτοκίνητο MAZDA 1600, αγροτικό, περασμένο από ΚΤΕΟ, σε αρίστη κατάσταση. Πληροφορίες τηλ. 251884. (Π 889) 1—6 — [1373, 329, 1555, 398]
newspaper-page — [9, 16, 1569, 2308]
column5-boxed-ads — [796, 368, 978, 1058]
classified-ad: ΜΑΘΗΜΑΤΙΚΟΣ, με φροντιστηριακή πείρα, παραδίδει μαθήματα σε μαθητές Γυμνασίου - Λυκείου - Δέσμης Α' και Δ'. Τηλ. 235.990. (Μ 120) 1—2 — [26, 299, 208, 384]
classified-ad: ΖΗΤΕΙΤΑΙ από Οινοποιητική εταιρεία υπάλληλος με γνώσεις Αγγλικών, Γερμανικών. Βιογραφικό απαραίτητο. Τηλ. 234.587. 1—3 — [796, 1321, 978, 1391]
classified-ad: ΖΗΤΕΙΤΑΙ υπάλληλος απόφοιτος Λυκείου, με καλές συστάσεις, κάτοχος διπλώματος αυτοκινήτων. Τηλ. 283500, 9 - 2.30 και 5 - 9 μ.μ. (Ζ 543) 1—5 — [796, 281, 978, 351]
column-5 — [796, 189, 978, 1539]
ad-mesitiko-fanouraki: ΜΕΣΙΤΙΚΟ ΓΡΑΦΕΙΟ Γ. ΦΑΝΟΥΡΑΚΗ Μοχός Πεδιάδος (τηλ. 0897) 61408 (βραδυνές ώρες) — [1200, 1125, 1343, 1182]
ad-ref: (Μ 121) — [36, 449, 73, 461]
classified-ad: ΖΗΤΕΙΤΑΙ νέα ή νέος με γνώσεις Αγγλικής και Γερμανικής για εργασία σε γραφείο ενοικιάσεως αυτοκινήτων. Τηλ. 234.743. 1—3 — [988, 751, 1170, 821]
ad-run: 1—2 — [181, 159, 203, 171]
classified-ad: ΠΩΛΕΙΤΑΙ SUZUKI GS 400, μοντέλο '82, σε καλή κατάσταση. Τηλ. 0897)22297 μετά τις 2 μ.μ., κ. Βαγγέλη. (Π 799) 1—10 — [1373, 1084, 1555, 1154]
classified-ad: ΕΥΚΑΙΡΙΑ: Πωλούνται προνομιούχα αμπέλια στην περιοχή Γάζι και Καλεσσών. Επίσης πωλείται αυτοκίνητο TOYOTA, φορτηγάκι με 12.000 χιλιόμ. β' εξάμηνο '85. Τηλ. 821.247. (Π 506) 1—20 — [1180, 237, 1362, 335]
classified-ad: ΠΩΛΟΥΝΤΑΙ έπιπλα γραφείου σε καλή κατάσταση. Τηλ. 257394, 4 - 8 μ.μ. 1—3 — [1180, 688, 1362, 743]
classified-ad: ΠΩΛΕΙΤΑΙ τρακτέρ 50 ίππων, μάρκας «Σάμε», μοντέλο '86, με 120 ώρες. Μονό διαφορικό με ένα καλλιεργητή 9 νύχια και ένα ψεκαστικό με τριέμβολη αντλία. Πληροφορίες τηλ. 234306, ώρες βραδυνές. (Π 896) 1—2 — [1373, 131, 1555, 243]
ad-ref: (Μ 113) — [36, 846, 72, 857]
classified-ad: ΠΩΛΟΥΝΤΑΙ 5 κρεββάτια σε καλή τιμή. Τηλ. 226746, 226191. (Π 881) 1—25 — [1180, 1190, 1362, 1231]
classified-ad: ΖΗΤΕΙΤΑΙ κοπέλα για εργασία στο καφέ - PUB ΦΑΝΑΡΙΑ, Λ. Κνωσού. Πληροφορίες στο κατάστημα. 1—6 — [988, 906, 1170, 961]
ad-box-chania-by-night: ΧΑΝΙΑ BY NICHT ΚΑΘΕ ΒΡΑΔΥ ΚΟΝΤΑ ΣΑΣ ΤΖΟΒΑΝΑ — ΑΚΗΣ ΑΡΩΝΗΣ Μπουζούκι: ΓΙΑΝΝΗΣ ΔΟΞΑΣΤΑΚΗΣ — [27, 2187, 399, 2323]
classified-ad: ΕΝΟΙΚΙΑΖΕΤΑΙ κατάστημα 30 Μ2 στο Μποδοσάκειο, οδός 1878, αρ. 29. Πληροφορίες τηλ. 287472. (Ε 357) 1—6 — [603, 465, 785, 521]
